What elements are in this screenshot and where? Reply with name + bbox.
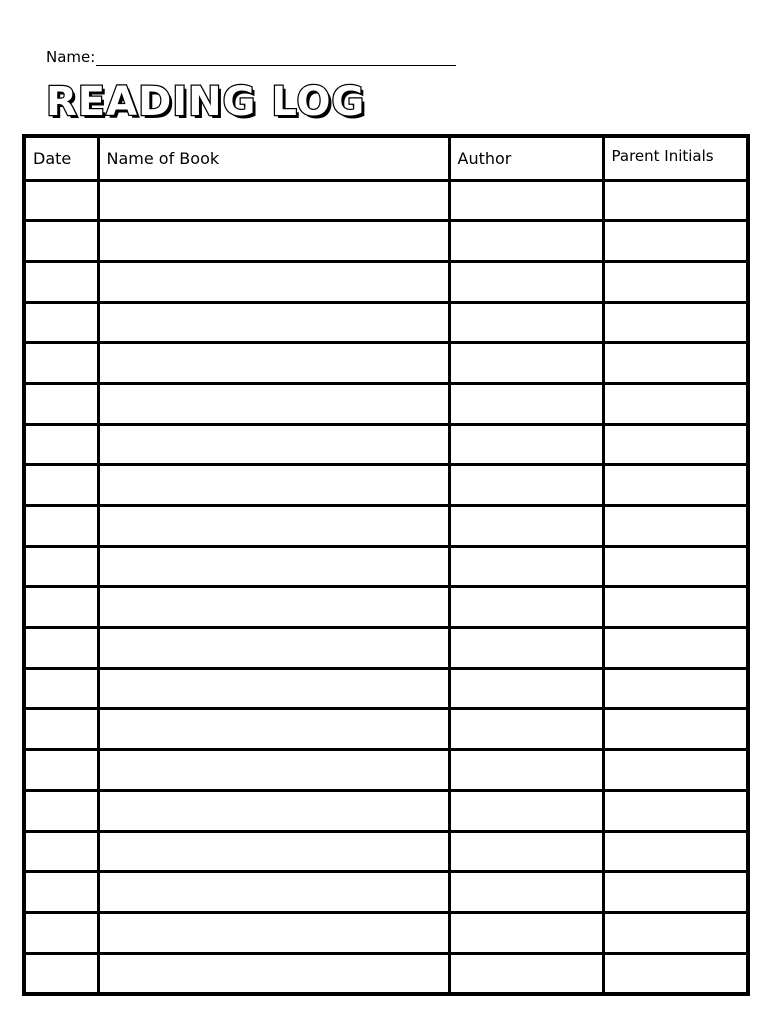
- table-row: [24, 872, 748, 913]
- date-cell[interactable]: [24, 180, 98, 221]
- table-row: [24, 180, 748, 221]
- column-header-author: Author: [449, 136, 603, 180]
- date-cell[interactable]: [24, 750, 98, 791]
- author-cell[interactable]: [449, 912, 603, 953]
- parent-initials-cell[interactable]: [603, 180, 748, 221]
- author-cell[interactable]: [449, 465, 603, 506]
- book-name-cell[interactable]: [98, 506, 449, 547]
- parent-initials-cell[interactable]: [603, 546, 748, 587]
- date-cell[interactable]: [24, 587, 98, 628]
- parent-initials-cell[interactable]: [603, 668, 748, 709]
- author-cell[interactable]: [449, 546, 603, 587]
- parent-initials-cell[interactable]: [603, 343, 748, 384]
- author-cell[interactable]: [449, 872, 603, 913]
- table-body: [24, 180, 748, 994]
- book-name-cell[interactable]: [98, 302, 449, 343]
- date-cell[interactable]: [24, 831, 98, 872]
- author-cell[interactable]: [449, 383, 603, 424]
- table-row: [24, 912, 748, 953]
- author-cell[interactable]: [449, 587, 603, 628]
- book-name-cell[interactable]: [98, 546, 449, 587]
- parent-initials-cell[interactable]: [603, 302, 748, 343]
- column-header-date: Date: [24, 136, 98, 180]
- date-cell[interactable]: [24, 912, 98, 953]
- date-cell[interactable]: [24, 343, 98, 384]
- column-header-book-name: Name of Book: [98, 136, 449, 180]
- table-row: [24, 668, 748, 709]
- book-name-cell[interactable]: [98, 628, 449, 669]
- table-row: [24, 628, 748, 669]
- book-name-cell[interactable]: [98, 790, 449, 831]
- date-cell[interactable]: [24, 383, 98, 424]
- table-row: [24, 750, 748, 791]
- date-cell[interactable]: [24, 302, 98, 343]
- table-row: [24, 221, 748, 262]
- date-cell[interactable]: [24, 872, 98, 913]
- table-row: [24, 343, 748, 384]
- parent-initials-cell[interactable]: [603, 587, 748, 628]
- parent-initials-cell[interactable]: [603, 750, 748, 791]
- parent-initials-cell[interactable]: [603, 221, 748, 262]
- table-row: [24, 587, 748, 628]
- table-row: [24, 506, 748, 547]
- parent-initials-cell[interactable]: [603, 709, 748, 750]
- page-title: READING LOG: [46, 79, 366, 125]
- date-cell[interactable]: [24, 790, 98, 831]
- date-cell[interactable]: [24, 668, 98, 709]
- book-name-cell[interactable]: [98, 383, 449, 424]
- book-name-cell[interactable]: [98, 668, 449, 709]
- book-name-cell[interactable]: [98, 221, 449, 262]
- author-cell[interactable]: [449, 953, 603, 994]
- table-row: [24, 953, 748, 994]
- author-cell[interactable]: [449, 750, 603, 791]
- author-cell[interactable]: [449, 790, 603, 831]
- parent-initials-cell[interactable]: [603, 831, 748, 872]
- name-label: Name:: [46, 48, 96, 66]
- book-name-cell[interactable]: [98, 831, 449, 872]
- table-row: [24, 383, 748, 424]
- book-name-cell[interactable]: [98, 953, 449, 994]
- author-cell[interactable]: [449, 668, 603, 709]
- date-cell[interactable]: [24, 261, 98, 302]
- table-row: [24, 709, 748, 750]
- parent-initials-cell[interactable]: [603, 424, 748, 465]
- author-cell[interactable]: [449, 302, 603, 343]
- parent-initials-cell[interactable]: [603, 261, 748, 302]
- parent-initials-cell[interactable]: [603, 953, 748, 994]
- author-cell[interactable]: [449, 709, 603, 750]
- parent-initials-cell[interactable]: [603, 506, 748, 547]
- table-row: [24, 790, 748, 831]
- reading-log-table: [22, 134, 750, 996]
- date-cell[interactable]: [24, 709, 98, 750]
- parent-initials-cell[interactable]: [603, 465, 748, 506]
- book-name-cell[interactable]: [98, 709, 449, 750]
- table-row: [24, 465, 748, 506]
- date-cell[interactable]: [24, 546, 98, 587]
- name-field[interactable]: [46, 48, 456, 66]
- table-row: [24, 261, 748, 302]
- date-cell[interactable]: [24, 953, 98, 994]
- book-name-cell[interactable]: [98, 180, 449, 221]
- header-row: [24, 136, 748, 180]
- parent-initials-cell[interactable]: [603, 628, 748, 669]
- author-cell[interactable]: [449, 424, 603, 465]
- name-blank-line[interactable]: [96, 51, 456, 66]
- column-header-parent-initials: Parent Initials: [603, 136, 748, 180]
- date-cell[interactable]: [24, 465, 98, 506]
- table-row: [24, 424, 748, 465]
- date-cell[interactable]: [24, 506, 98, 547]
- date-cell[interactable]: [24, 221, 98, 262]
- parent-initials-cell[interactable]: [603, 790, 748, 831]
- book-name-cell[interactable]: [98, 750, 449, 791]
- author-cell[interactable]: [449, 261, 603, 302]
- author-cell[interactable]: [449, 831, 603, 872]
- parent-initials-cell[interactable]: [603, 912, 748, 953]
- parent-initials-cell[interactable]: [603, 872, 748, 913]
- book-name-cell[interactable]: [98, 587, 449, 628]
- table-row: [24, 302, 748, 343]
- author-cell[interactable]: [449, 180, 603, 221]
- date-cell[interactable]: [24, 628, 98, 669]
- book-name-cell[interactable]: [98, 872, 449, 913]
- author-cell[interactable]: [449, 343, 603, 384]
- table-row: [24, 831, 748, 872]
- book-name-cell[interactable]: [98, 424, 449, 465]
- author-cell[interactable]: [449, 628, 603, 669]
- author-cell[interactable]: [449, 221, 603, 262]
- date-cell[interactable]: [24, 424, 98, 465]
- table-row: [24, 546, 748, 587]
- book-name-cell[interactable]: [98, 465, 449, 506]
- book-name-cell[interactable]: [98, 343, 449, 384]
- author-cell[interactable]: [449, 506, 603, 547]
- parent-initials-cell[interactable]: [603, 383, 748, 424]
- book-name-cell[interactable]: [98, 261, 449, 302]
- book-name-cell[interactable]: [98, 912, 449, 953]
